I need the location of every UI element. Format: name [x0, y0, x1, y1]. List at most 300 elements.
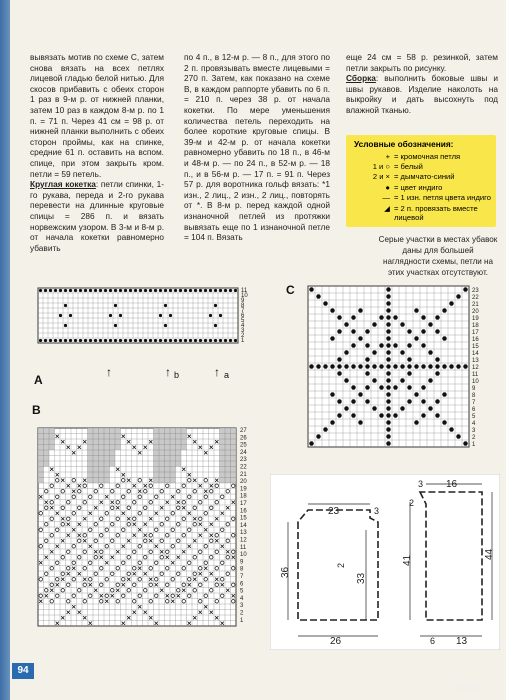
dot-stitch [179, 289, 182, 292]
gray-cell [220, 472, 226, 478]
row-number: 5 [241, 318, 245, 324]
dot-stitch [214, 304, 217, 307]
dim-label: 3 [418, 479, 424, 489]
row-number: 20 [472, 309, 479, 315]
gray-cell [170, 478, 176, 484]
dot-stitch [456, 364, 460, 368]
gray-cell [165, 428, 171, 434]
gray-cell [225, 461, 231, 467]
dot-stitch [59, 339, 62, 342]
dot-stitch [79, 289, 82, 292]
dot-stitch [219, 289, 222, 292]
dot-stitch [386, 357, 390, 361]
gray-cell [170, 461, 176, 467]
dot-stitch [400, 406, 404, 410]
dot-stitch [39, 289, 42, 292]
dot-stitch [204, 289, 207, 292]
gray-cell [93, 478, 99, 484]
gray-cell [44, 428, 50, 434]
gray-cell [176, 445, 182, 451]
dot-stitch [386, 322, 390, 326]
row-number: 17 [240, 501, 247, 507]
gray-cell [99, 456, 105, 462]
dot-stitch [139, 339, 142, 342]
gray-cell [110, 450, 116, 456]
gray-cell [181, 439, 187, 445]
gray-cell [49, 445, 55, 451]
gray-cell [225, 467, 231, 473]
dot-stitch [428, 406, 432, 410]
row-number: 22 [472, 295, 479, 301]
row-number: 7 [241, 308, 245, 314]
row-number: 11 [240, 544, 247, 551]
dot-stitch [129, 289, 132, 292]
dot-stitch [358, 420, 362, 424]
dot-stitch [344, 350, 348, 354]
dot-stitch [386, 315, 390, 319]
dot-stitch [442, 336, 446, 340]
gray-cell [170, 472, 176, 478]
gray-cell [38, 478, 44, 484]
dot-stitch [337, 399, 341, 403]
row-number: 6 [472, 407, 476, 413]
gray-cell [88, 456, 94, 462]
dot-stitch [449, 364, 453, 368]
dot-stitch [54, 289, 57, 292]
row-number: 15 [472, 344, 479, 350]
dot-stitch [154, 289, 157, 292]
dot-stitch [144, 289, 147, 292]
paragraph: : петли спинки, 1-го рукава, переда и 2-го рукава перевести на длинные круговые спицы = 286 п. и вязать норвежским узором. В 3-м и 8-м р. от начала кокетки равномерно убавить [30, 179, 164, 253]
arrow-label: a [224, 370, 230, 380]
row-number: 1 [472, 442, 476, 448]
arrow-icon: ↑ [214, 365, 220, 379]
row-number: 3 [240, 603, 244, 610]
dot-stitch [407, 364, 411, 368]
dot-stitch [189, 339, 192, 342]
row-number: 19 [240, 486, 247, 493]
row-number: 7 [472, 400, 476, 406]
dot-stitch [386, 343, 390, 347]
paragraph: : выполнить боковые швы и швы рукавов. Изделие наколоть на выкройку и дать высохнуть под влажной тканью. [346, 73, 498, 115]
gray-cell [165, 434, 171, 440]
gray-cell [231, 439, 237, 445]
row-number: 10 [240, 552, 247, 559]
dot-stitch [164, 339, 167, 342]
chart-c-grid [308, 286, 479, 448]
dim-label: 2 [409, 498, 415, 508]
dot-stitch [149, 339, 152, 342]
row-number: 19 [472, 316, 479, 322]
dot-stitch [379, 364, 383, 368]
dot-stitch [169, 339, 172, 342]
dot-stitch [184, 289, 187, 292]
gray-cell [110, 428, 116, 434]
row-number: 10 [472, 379, 479, 385]
dot-stitch [74, 289, 77, 292]
dot-stitch [134, 289, 137, 292]
chart-b-label: B [32, 403, 41, 417]
gray-cell [165, 467, 171, 473]
dot-stitch [358, 364, 362, 368]
dot-stitch [421, 399, 425, 403]
dim-label: 2 [336, 562, 346, 568]
dot-stitch [435, 364, 439, 368]
row-number: 24 [240, 449, 247, 456]
row-number: 23 [240, 457, 247, 464]
gray-cell [104, 450, 110, 456]
dot-stitch [386, 350, 390, 354]
gray-cell [44, 434, 50, 440]
dot-stitch [214, 324, 217, 327]
gray-cell [38, 434, 44, 440]
gray-cell [225, 450, 231, 456]
dot-stitch [414, 420, 418, 424]
gray-cell [231, 478, 237, 484]
dot-stitch [442, 308, 446, 312]
gray-cell [159, 428, 165, 434]
dot-stitch [407, 399, 411, 403]
row-number: 9 [240, 559, 244, 566]
row-number: 17 [472, 330, 479, 336]
dot-stitch [351, 343, 355, 347]
gray-cell [159, 434, 165, 440]
dot-stitch [64, 289, 67, 292]
text-column-1 [30, 52, 164, 253]
gray-cell [93, 450, 99, 456]
dot-stitch [209, 314, 212, 317]
gray-cell [165, 456, 171, 462]
dot-stitch [386, 364, 390, 368]
gray-cell [181, 428, 187, 434]
chart-a-grid [38, 288, 248, 344]
dot-stitch [330, 364, 334, 368]
dot-stitch [84, 339, 87, 342]
paragraph: по 4 п., в 12-м р. — 8 п., для этого по 2 п. провязывать вместе лицевыми = 270 п. Затем, как показано на схеме В, в каждом раппорте убавить по 6 п. = 210 п. через 38 р. от начала кокетки. По мере уменьшения количества петель переходить на более короткие круговые спицы. В 39-м и 42-м р. от начала кокетки равномерно убавить по 18 п., в 46-м и 48-м р. — по 24 п., в 52-м р. — 18 п., и в 56-м р. — 17 п. = 91 п. Через 57 р. для воротника гольф вязать: *1 изн., 2 лиц., 2 изн., 2 лиц., повторять от *. В 8-м р. перед каждой одной изнаночной петлей из протяжки вывязать еще по 1 изнаночной петле = 104 п. Вязать [184, 52, 330, 243]
dim-label: 41 [402, 554, 413, 566]
dot-stitch [164, 289, 167, 292]
text-column-3 [346, 52, 498, 116]
gray-cell [38, 456, 44, 462]
gray-cell [99, 434, 105, 440]
row-number: 4 [472, 421, 476, 427]
gray-cell [104, 467, 110, 473]
row-number: 25 [240, 442, 247, 449]
row-number: 11 [241, 288, 248, 294]
dot-stitch [44, 339, 47, 342]
dot-stitch [229, 339, 232, 342]
dot-stitch [94, 289, 97, 292]
dot-stitch [330, 336, 334, 340]
gray-cell [88, 445, 94, 451]
gray-cell [220, 450, 226, 456]
row-number: 12 [472, 365, 479, 371]
gray-cell [165, 450, 171, 456]
arrow-icon: ↑ [106, 365, 112, 379]
dot-stitch [330, 420, 334, 424]
dot-stitch [351, 399, 355, 403]
gray-cell [110, 439, 116, 445]
gray-cell [104, 461, 110, 467]
dot-stitch [372, 406, 376, 410]
gray-cell [38, 439, 44, 445]
legend-title: Условные обозначения: [354, 139, 454, 149]
gray-cell [154, 450, 160, 456]
dot-stitch [442, 420, 446, 424]
dot-stitch [414, 308, 418, 312]
dot-stitch [149, 289, 152, 292]
chart-c [284, 282, 502, 456]
dim-label: 16 [446, 479, 458, 490]
page-edge [0, 0, 10, 700]
gray-cell [154, 461, 160, 467]
dot-stitch [199, 289, 202, 292]
gray-cell [231, 467, 237, 473]
dot-stitch [179, 339, 182, 342]
dot-stitch [449, 301, 453, 305]
row-number: 27 [240, 428, 247, 434]
dot-stitch [49, 339, 52, 342]
dot-stitch [234, 289, 237, 292]
dim-label: 23 [328, 506, 340, 517]
pattern-frame [270, 474, 500, 650]
gray-cell [104, 456, 110, 462]
dot-stitch [386, 399, 390, 403]
row-number: 21 [472, 302, 479, 308]
dot-stitch [59, 289, 62, 292]
dot-stitch [89, 339, 92, 342]
dot-stitch [209, 289, 212, 292]
dot-stitch [344, 406, 348, 410]
arrow-icon: ↑ [165, 365, 171, 379]
dot-stitch [204, 339, 207, 342]
dot-stitch [309, 441, 313, 445]
gray-cell [181, 445, 187, 451]
chart-a-label: A [34, 373, 43, 387]
dot-stitch [421, 413, 425, 417]
row-number: 2 [472, 435, 476, 441]
dot-stitch [463, 441, 467, 445]
dot-stitch [337, 413, 341, 417]
dot-stitch [224, 289, 227, 292]
row-number: 10 [241, 293, 248, 299]
gray-cell [115, 428, 121, 434]
dot-stitch [323, 427, 327, 431]
dot-stitch [421, 315, 425, 319]
dot-stitch [104, 339, 107, 342]
dot-stitch [428, 364, 432, 368]
gray-cell [165, 472, 171, 478]
dot-stitch [393, 364, 397, 368]
dot-stitch [435, 329, 439, 333]
dot-stitch [428, 322, 432, 326]
dot-stitch [234, 339, 237, 342]
row-number: 4 [241, 323, 245, 329]
gray-cell [115, 445, 121, 451]
gray-cell [170, 456, 176, 462]
gray-cell [88, 472, 94, 478]
dot-stitch [407, 329, 411, 333]
dot-stitch [393, 315, 397, 319]
gray-cell [159, 445, 165, 451]
row-number: 6 [241, 313, 245, 319]
dot-stitch [365, 371, 369, 375]
watermark: Чипуля [455, 683, 482, 692]
row-number: 22 [240, 464, 247, 471]
gray-cell [220, 434, 226, 440]
dot-stitch [99, 289, 102, 292]
dot-stitch [214, 289, 217, 292]
dot-stitch [358, 336, 362, 340]
dot-stitch [351, 385, 355, 389]
dot-stitch [386, 413, 390, 417]
row-number: 5 [472, 414, 476, 420]
gray-cell [104, 478, 110, 484]
gray-cell [231, 461, 237, 467]
chart-b [30, 402, 266, 638]
gray-cell [49, 428, 55, 434]
gray-cell [159, 478, 165, 484]
dot-stitch [372, 378, 376, 382]
row-number: 13 [472, 358, 479, 364]
dot-stitch [74, 339, 77, 342]
gray-cell [93, 428, 99, 434]
dim-label: 6 [430, 636, 436, 646]
row-number: 15 [240, 515, 247, 522]
dot-stitch [386, 427, 390, 431]
dot-stitch [164, 324, 167, 327]
dot-stitch [365, 385, 369, 389]
gray-cell [231, 445, 237, 451]
gray-cell [154, 478, 160, 484]
gray-cell [176, 450, 182, 456]
gray-cell [104, 439, 110, 445]
dot-stitch [351, 413, 355, 417]
gray-cell [38, 472, 44, 478]
dot-stitch [372, 350, 376, 354]
dot-stitch [386, 308, 390, 312]
gray-cell [220, 428, 226, 434]
gray-cell [99, 428, 105, 434]
row-number: 8 [240, 566, 244, 573]
gray-cell [88, 467, 94, 473]
gray-cell [159, 450, 165, 456]
row-number: 9 [472, 386, 476, 392]
dot-stitch [309, 287, 313, 291]
dot-stitch [174, 289, 177, 292]
dot-stitch [323, 301, 327, 305]
dot-stitch [94, 339, 97, 342]
gray-cell [165, 439, 171, 445]
row-number: 3 [472, 428, 476, 434]
gray-cell [88, 461, 94, 467]
gray-cell [225, 445, 231, 451]
gray-cell [104, 445, 110, 451]
dot-stitch [337, 315, 341, 319]
gray-cell [44, 456, 50, 462]
dot-stitch [386, 371, 390, 375]
row-number: 9 [241, 298, 245, 304]
dot-stitch [69, 289, 72, 292]
dot-stitch [134, 339, 137, 342]
gray-cell [159, 439, 165, 445]
gray-cell [170, 434, 176, 440]
gray-cell [88, 434, 94, 440]
gray-cell [176, 428, 182, 434]
dot-stitch [316, 434, 320, 438]
dot-stitch [414, 364, 418, 368]
row-number: 2 [240, 610, 244, 617]
gray-cell [38, 450, 44, 456]
dot-stitch [400, 322, 404, 326]
dot-stitch [119, 314, 122, 317]
gray-cell [38, 445, 44, 451]
section-heading: Круглая кокетка [30, 179, 96, 190]
gray-cell [49, 434, 55, 440]
row-number: 2 [241, 333, 245, 339]
dot-stitch [386, 329, 390, 333]
dot-stitch [109, 314, 112, 317]
dot-stitch [144, 339, 147, 342]
arrow-label: b [174, 370, 180, 380]
dot-stitch [219, 339, 222, 342]
dot-stitch [104, 289, 107, 292]
dot-stitch [365, 343, 369, 347]
gray-cell [154, 439, 160, 445]
dot-stitch [407, 357, 411, 361]
dot-stitch [89, 289, 92, 292]
dot-stitch [114, 289, 117, 292]
gray-cell [104, 428, 110, 434]
dot-stitch [69, 314, 72, 317]
text-column-2 [184, 52, 330, 243]
gray-cell [225, 439, 231, 445]
gray-cell [110, 456, 116, 462]
dot-stitch [358, 308, 362, 312]
legend-box: Условные обозначения: + = кромочная петля 1 и ○ = белый 2 и × = дымчато-синий ● = цвет индиго — = 1 изн. петля цвета индиго ◢ = 2 п. провязать вместе лицевой [346, 135, 496, 227]
dot-stitch [159, 289, 162, 292]
dot-stitch [435, 399, 439, 403]
dot-stitch [386, 420, 390, 424]
gray-cell [176, 461, 182, 467]
row-number: 18 [472, 323, 479, 329]
dot-stitch [386, 287, 390, 291]
dot-stitch [386, 392, 390, 396]
dim-label: 13 [456, 636, 468, 647]
dot-stitch [219, 314, 222, 317]
dot-stitch [365, 399, 369, 403]
dot-stitch [400, 364, 404, 368]
dot-stitch [456, 434, 460, 438]
gray-cell [93, 472, 99, 478]
dot-stitch [194, 339, 197, 342]
gray-cell [110, 434, 116, 440]
dot-stitch [54, 339, 57, 342]
gray-cell [165, 478, 171, 484]
gray-cell [99, 467, 105, 473]
dot-stitch [164, 304, 167, 307]
gray-cell [93, 461, 99, 467]
dot-stitch [199, 339, 202, 342]
dot-stitch [449, 427, 453, 431]
row-number: 1 [241, 338, 245, 344]
row-number: 14 [240, 522, 247, 529]
dot-stitch [64, 339, 67, 342]
gray-cell [99, 478, 105, 484]
gray-cell [93, 445, 99, 451]
gray-cell [176, 434, 182, 440]
section-heading: Сборка [346, 73, 376, 84]
